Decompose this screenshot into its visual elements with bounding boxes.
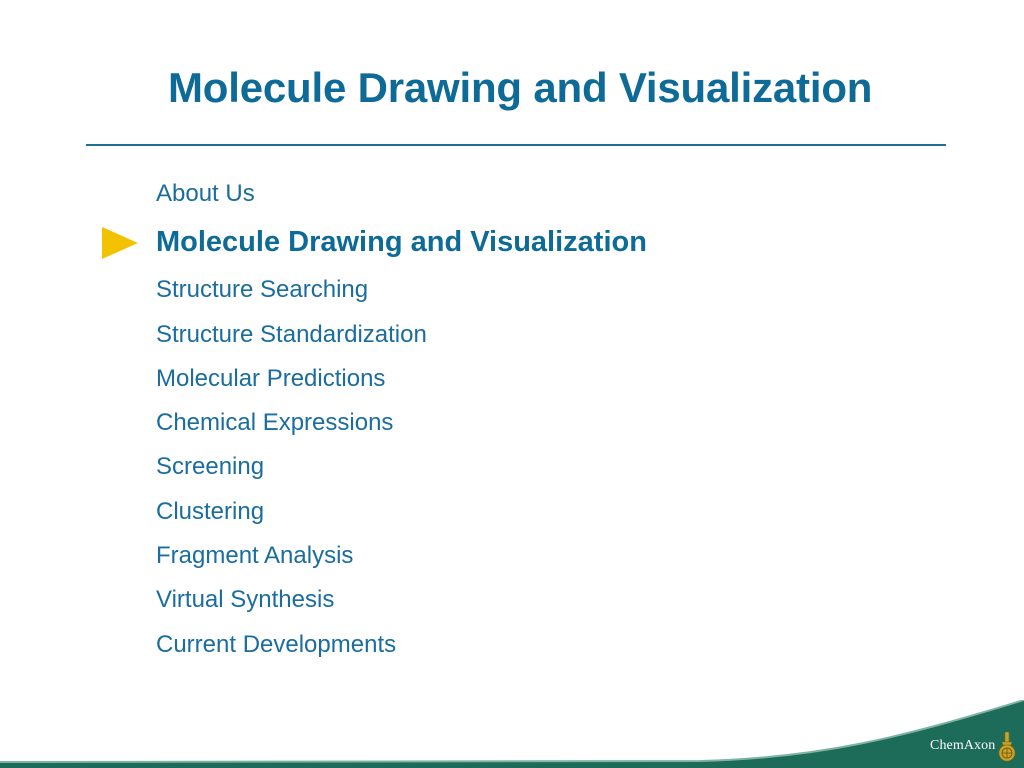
- current-item-arrow-icon: [102, 227, 138, 259]
- agenda-item: Current Developments: [156, 630, 397, 658]
- footer-swoosh: [0, 700, 1024, 768]
- agenda-item: Structure Standardization: [156, 320, 427, 348]
- agenda-item: Clustering: [156, 497, 265, 525]
- agenda-item-label: Molecule Drawing and Visualization: [156, 226, 647, 259]
- slide-title: Molecule Drawing and Visualization: [168, 64, 873, 111]
- title-divider: [86, 144, 946, 146]
- brand-name: ChemAxon: [930, 738, 996, 753]
- agenda-list: [156, 172, 647, 667]
- footer-swoosh-band: [0, 700, 1024, 768]
- agenda-item: Molecular Predictions: [156, 364, 386, 392]
- agenda-item: Chemical Expressions: [156, 409, 394, 437]
- chemaxon-logo-icon: [996, 730, 1018, 764]
- agenda-item: About Us: [156, 180, 255, 207]
- agenda-item: Fragment Analysis: [156, 542, 354, 570]
- agenda-item: Virtual Synthesis: [156, 586, 335, 614]
- agenda-item: Screening: [156, 453, 265, 481]
- agenda-item-current: [156, 216, 647, 268]
- agenda-item: Structure Searching: [156, 276, 369, 304]
